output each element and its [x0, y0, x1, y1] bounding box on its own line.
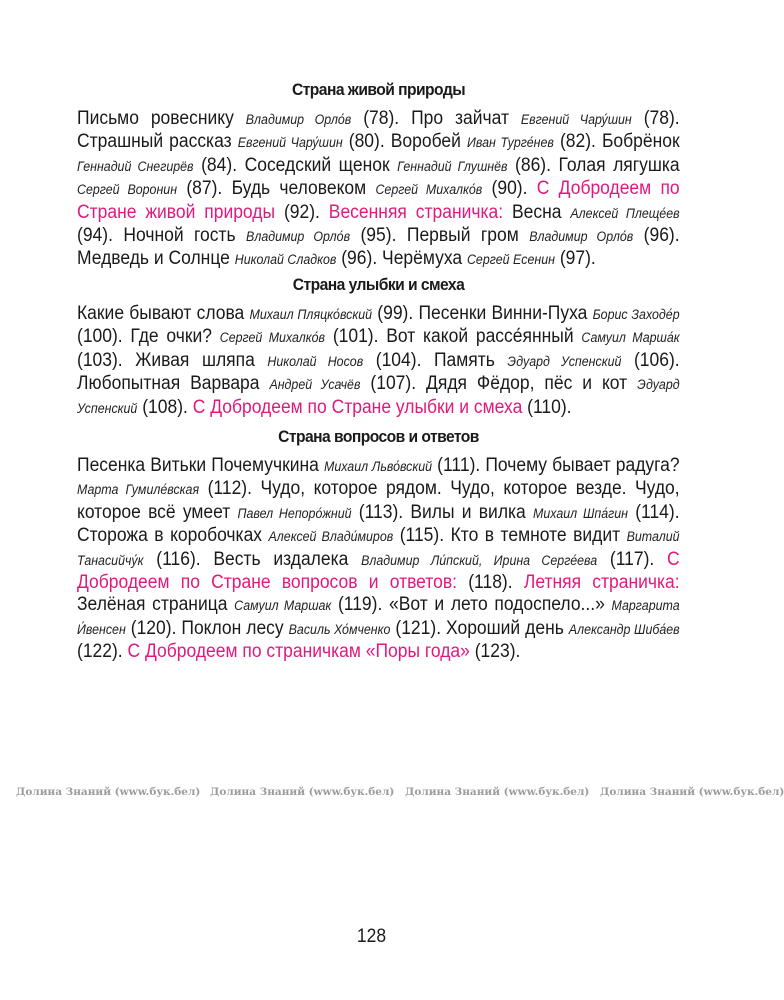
contents-entry: Где очки? Сергей Михалко́в (101).: [130, 326, 387, 348]
page-ref: (119): [337, 594, 378, 616]
story-title: Сторожа в коробочках: [77, 525, 263, 547]
story-author: Виталий Танасийчу́к: [77, 529, 680, 568]
story-title: Память: [433, 349, 495, 371]
page-number: 128: [356, 926, 387, 947]
watermark-text: Долина Знаний (www.бук.бел): [210, 786, 395, 798]
story-author: Алексей Плеще́ев: [570, 205, 680, 221]
contents-entry: Живая шляпа Николай Носов (104).: [135, 349, 434, 371]
story-title: Почему бывает радуга?: [485, 455, 680, 476]
story-title: Про зайчат: [411, 108, 509, 129]
story-title: Будь человеком: [231, 178, 367, 200]
story-title: Живая шляпа: [135, 349, 255, 371]
contents-entry: Сторожа в коробочках Алексей Влади́миров (115).: [77, 525, 451, 547]
story-title: Воробей: [390, 131, 461, 153]
page-ref: (84): [201, 154, 233, 176]
page-ref: (96): [341, 248, 373, 270]
page-ref: (103): [77, 349, 118, 371]
story-author: Михаил Шпа́гин: [532, 505, 628, 521]
story-author: Борис Заходе́р: [592, 307, 680, 322]
story-title: Соседский щенок: [244, 154, 390, 176]
story-author: Сергей Есенин: [466, 252, 555, 268]
section-heading: Страна живой природы: [291, 80, 466, 99]
section-contents: [77, 108, 680, 272]
story-title: Хороший день: [446, 617, 564, 639]
page-ref: (92): [283, 201, 316, 223]
story-author: Владимир Орло́в: [529, 229, 634, 245]
page-ref: (97): [559, 248, 591, 270]
story-author: Павел Непоро́жний: [237, 505, 352, 521]
story-author: Маргарита И́венсен: [77, 598, 680, 637]
contents-entry: Дядя Фёдор, пёс и кот Эдуард Успенский (108).: [77, 373, 680, 418]
page-ref: (86): [515, 154, 547, 176]
story-title: Ночной гость: [123, 225, 236, 247]
story-title: Медведь и Солнце: [77, 248, 230, 270]
contents-entry: Медведь и Солнце Николай Сладков (96).: [77, 248, 383, 270]
story-title: Страшный рассказ: [77, 131, 232, 153]
contents-entry: Хороший день Александр Шиба́ев (122).: [77, 617, 680, 663]
story-title: Черёмуха: [382, 248, 463, 270]
highlight-title: Весенняя страничка:: [328, 201, 504, 223]
contents-entry: Будь человеком Сергей Михалко́в (90).: [231, 178, 537, 200]
story-title: Кто в темноте видит: [450, 525, 621, 547]
contents-entry: С Добродеем по Стране вопросов и ответов: (118).: [77, 548, 680, 594]
contents-entry: Весенняя страничка: Весна Алексей Плеще́ев (94).: [77, 201, 680, 247]
story-author: Михаил Льво́вский: [323, 459, 433, 474]
contents-entry: Про зайчат Евгений Чару́шин (78).: [411, 108, 680, 129]
page-ref: (78): [643, 108, 675, 129]
page-ref: (121): [395, 617, 437, 639]
page-ref: (78): [363, 108, 395, 129]
page-ref: (111): [437, 455, 476, 476]
story-author: Владимир Ли́пский, Ирина Серге́ева: [361, 552, 598, 568]
page-ref: (114): [635, 501, 675, 523]
story-author: Сергей Михалко́в: [219, 330, 326, 346]
page-ref: (100): [77, 326, 118, 348]
highlight-title: С Добродеем по страничкам «Поры года»: [127, 641, 470, 663]
story-title: Бобрёнок: [601, 131, 680, 153]
page-ref: (101): [332, 326, 374, 348]
section-contents: [77, 303, 680, 420]
story-author: Владимир Орло́в: [245, 112, 352, 127]
story-title: Какие бывают слова: [77, 303, 245, 324]
contents-entry: Письмо ровеснику Владимир Орло́в (78).: [77, 108, 412, 129]
story-author: Эдуард Успенский: [507, 353, 622, 369]
contents-entry: Бобрёнок Геннадий Снегирёв (84).: [77, 131, 680, 176]
page-ref: (122): [77, 641, 118, 663]
contents-entry: Голая лягушка Сергей Воронин (87).: [77, 154, 680, 200]
page-ref: (94): [77, 225, 109, 247]
story-author: Самуил Марша́к: [581, 330, 680, 346]
story-title: Дядя Фёдор, пёс и кот: [426, 373, 628, 395]
contents-entry: Поклон лесу Василь Хо́мченко (121).: [181, 617, 447, 639]
page-ref: (120): [130, 617, 172, 639]
contents-entry: Любопытная Варвара Андрей Усачёв (107).: [77, 373, 427, 395]
section-heading: Страна улыбки и смеха: [292, 275, 465, 294]
contents-entry: Вилы и вилка Михаил Шпа́гин (114).: [410, 501, 680, 523]
contents-entry: Почему бывает радуга? Марта Гумиле́вская (112).: [77, 455, 680, 500]
highlight-title: С Добродеем по Стране вопросов и ответов:: [77, 548, 680, 594]
page-ref: (110): [527, 396, 567, 418]
page-ref: (123): [474, 641, 516, 663]
highlight-title: Летняя страничка:: [523, 572, 680, 594]
section-contents: [77, 455, 680, 664]
story-author: Эдуард Успенский: [77, 377, 680, 416]
contents-entry: Вот какой рассе́янный Самуил Марша́к (103).: [77, 326, 680, 371]
story-title: Весть издалека: [213, 548, 349, 570]
page-ref: (113): [358, 501, 399, 523]
story-author: Геннадий Глушнёв: [397, 158, 508, 174]
watermark-text: Долина Знаний (www.бук.бел): [405, 786, 590, 798]
page-ref: (80): [348, 131, 380, 153]
story-title: Поклон лесу: [181, 617, 284, 639]
story-author: Николай Носов: [267, 353, 364, 369]
story-title: «Вот и лето подоспело...»: [389, 594, 605, 616]
contents-entry: Песенки Винни-Пуха Борис Заходе́р (100).: [77, 303, 680, 348]
contents-entry: Воробей Иван Турге́нев (82).: [390, 131, 602, 153]
story-title: Песенки Винни-Пуха: [418, 303, 588, 324]
story-author: Андрей Усачёв: [269, 377, 361, 393]
contents-entry: С Добродеем по страничкам «Поры года» (123).: [127, 641, 521, 663]
page-ref: (96): [643, 225, 675, 247]
contents-entry: Первый гром Владимир Орло́в (96).: [406, 225, 680, 247]
page-ref: (107): [370, 373, 412, 395]
contents-entry: С Добродеем по Стране живой природы (92).: [77, 178, 680, 223]
contents-entry: Чудо, которое рядом. Чудо, которое везде. Чудо, которое всё умеет Павел Непоро́жний (113).: [77, 478, 680, 523]
watermark-text: Долина Знаний (www.бук.бел): [16, 786, 201, 798]
story-title: Голая лягушка: [558, 154, 680, 176]
watermark-text: Долина Знаний (www.бук.бел): [600, 786, 784, 798]
story-title: Первый гром: [406, 225, 519, 247]
highlight-title: С Добродеем по Стране живой природы: [77, 178, 680, 223]
story-title: Зелёная страница: [77, 594, 228, 616]
story-author: Сергей Воронин: [77, 182, 178, 198]
contents-entry: Страшный рассказ Евгений Чару́шин (80).: [77, 131, 391, 153]
contents-entry: С Добродеем по Стране улыбки и смеха (110).: [192, 396, 572, 418]
story-title: Вот какой рассе́янный: [386, 326, 574, 348]
story-title: Весна: [511, 201, 562, 223]
contents-entry: «Вот и лето подоспело...» Маргарита И́венсен (120).: [77, 594, 680, 639]
page-ref: (82): [559, 131, 592, 153]
story-author: Самуил Маршак: [234, 598, 332, 614]
story-author: Марта Гумиле́вская: [77, 482, 200, 498]
page-ref: (99): [377, 303, 409, 324]
story-title: Песенка Витьки Почемучкина: [77, 455, 319, 476]
contents-entry: Песенка Витьки Почемучкина Михаил Льво́вский (111).: [77, 455, 486, 476]
watermark-strip: [0, 786, 784, 806]
page-ref: (87): [186, 178, 218, 200]
story-author: Владимир Орло́в: [246, 229, 351, 245]
contents-entry: Какие бывают слова Михаил Пляцко́вский (99).: [77, 303, 419, 324]
story-title: Чудо, которое рядом. Чудо, которое везде. Чудо, которое всё умеет: [77, 478, 680, 523]
section-heading: Страна вопросов и ответов: [278, 427, 479, 446]
page-ref: (108): [142, 396, 184, 418]
contents-entry: Соседский щенок Геннадий Глушнёв (86).: [244, 154, 559, 176]
contents-entry: Кто в темноте видит Виталий Танасийчу́к (116).: [77, 525, 680, 570]
story-title: Любопытная Варвара: [77, 373, 260, 395]
story-author: Иван Турге́нев: [466, 135, 554, 151]
page-ref: (115): [399, 525, 440, 547]
page-ref: (118): [468, 572, 508, 594]
story-author: Николай Сладков: [234, 252, 337, 268]
story-title: Письмо ровеснику: [77, 108, 234, 129]
story-author: Александр Шиба́ев: [568, 621, 680, 637]
page-ref: (95): [360, 225, 392, 247]
page-ref: (116): [156, 548, 196, 570]
story-title: Где очки?: [130, 326, 212, 348]
contents-entry: Летняя страничка: Зелёная страница Самуил Маршак (119).: [77, 572, 680, 616]
page-ref: (112): [207, 478, 248, 500]
page-ref: (106): [633, 349, 675, 371]
story-author: Василь Хо́мченко: [288, 621, 391, 637]
contents-entry: Весть издалека Владимир Ли́пский, Ирина Серге́ева (117).: [213, 548, 668, 570]
story-title: Вилы и вилка: [410, 501, 526, 523]
story-author: Геннадий Снегирёв: [77, 158, 194, 174]
page-ref: (90): [491, 178, 523, 200]
contents-entry: Ночной гость Владимир Орло́в (95).: [123, 225, 407, 247]
story-author: Евгений Чару́шин: [520, 112, 632, 127]
page-ref: (117): [609, 548, 650, 570]
story-author: Алексей Влади́миров: [268, 529, 394, 545]
page-ref: (104): [375, 349, 417, 371]
story-author: Евгений Чару́шин: [237, 135, 343, 151]
highlight-title: С Добродеем по Стране улыбки и смеха: [192, 396, 523, 418]
contents-entry: Черёмуха Сергей Есенин (97).: [382, 248, 596, 270]
story-author: Михаил Пляцко́вский: [249, 307, 373, 322]
story-author: Сергей Михалко́в: [375, 182, 483, 198]
contents-entry: Память Эдуард Успенский (106).: [433, 349, 680, 371]
